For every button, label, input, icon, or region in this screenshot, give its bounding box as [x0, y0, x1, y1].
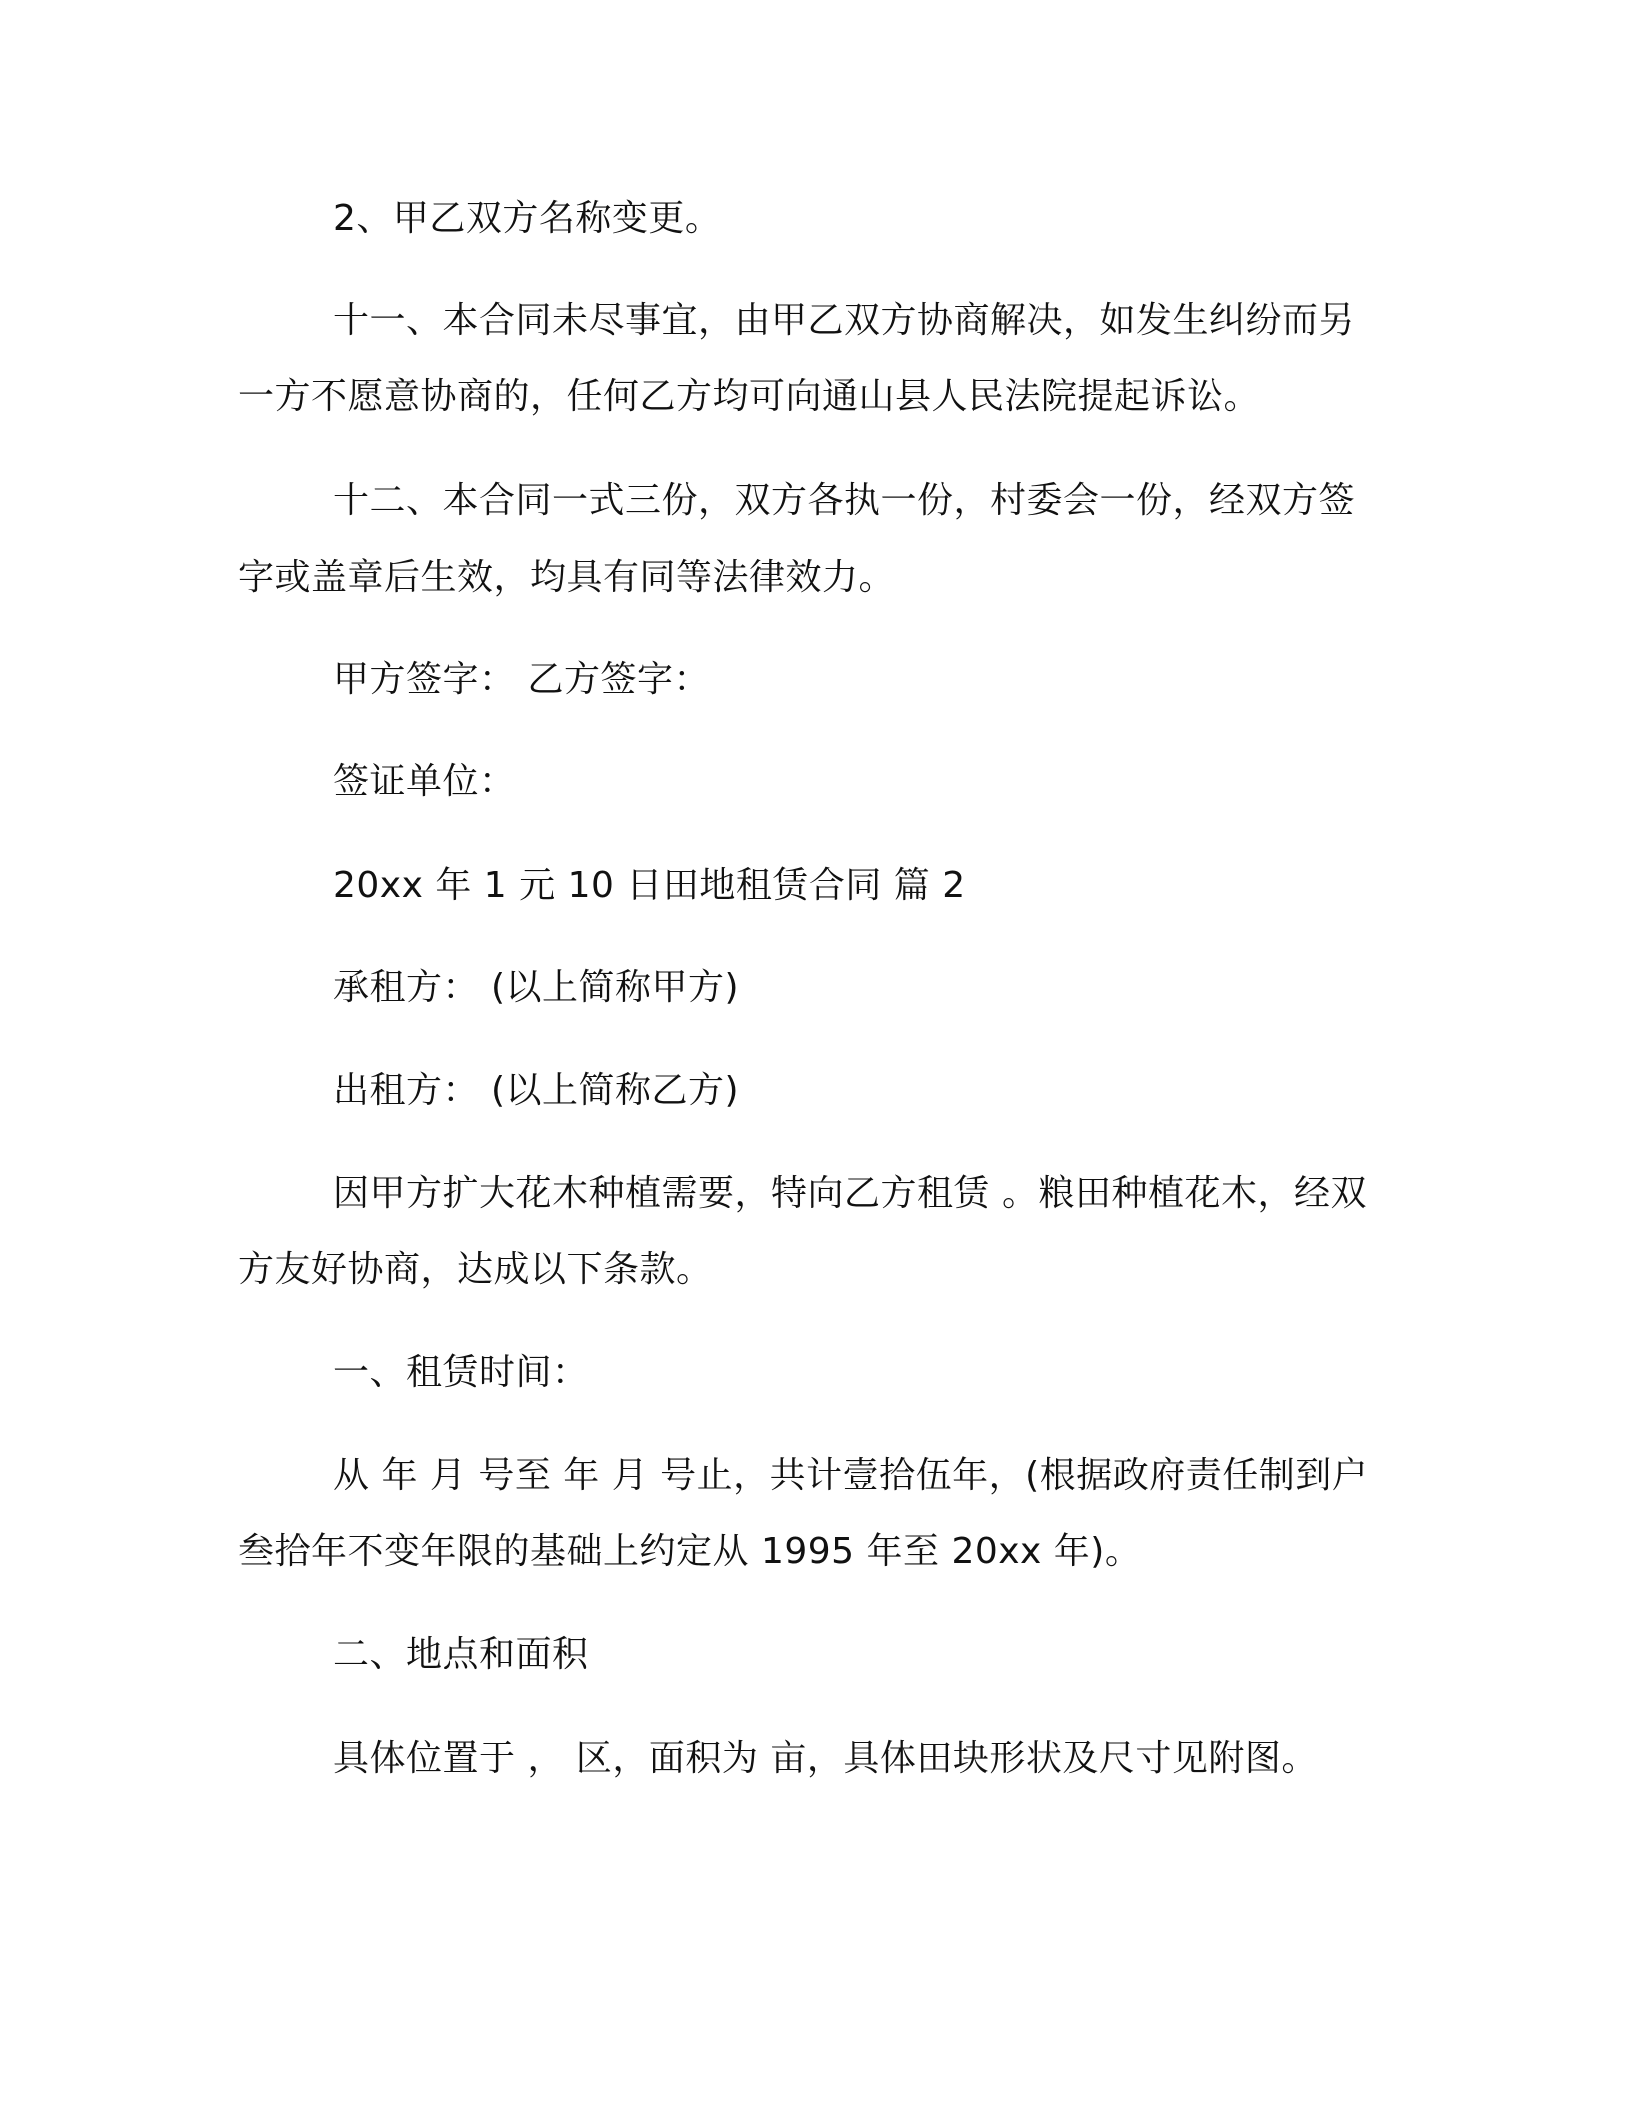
lease-term-line-1: 从 年 月 号至 年 月 号止，共计壹拾伍年，(根据政府责任制到户 — [333, 1455, 1369, 1496]
preamble-line-2: 方友好协商，达成以下条款。 — [238, 1249, 713, 1290]
signature-line: 甲方签字： 乙方签字： — [333, 659, 710, 700]
clause-eleven-line-1: 十一、本合同未尽事宜，由甲乙双方协商解决，如发生纠纷而另 — [333, 300, 1356, 341]
lessor-line: 出租方： (以上简称乙方) — [333, 1070, 740, 1111]
preamble-line-1: 因甲方扩大花木种植需要，特向乙方租赁 。粮田种植花木，经双 — [333, 1173, 1367, 1214]
lease-term-line-2: 叁拾年不变年限的基础上约定从 1995 年至 20xx 年)。 — [238, 1531, 1142, 1572]
clause-twelve-line-1: 十二、本合同一式三份，双方各执一份，村委会一份，经双方签 — [333, 480, 1356, 521]
section-one-heading: 一、租赁时间： — [333, 1352, 589, 1393]
lessee-line: 承租方： (以上简称甲方) — [333, 967, 740, 1008]
section-two-heading: 二、地点和面积 — [333, 1634, 589, 1675]
clause-twelve-line-2: 字或盖章后生效，均具有同等法律效力。 — [238, 557, 896, 598]
contract-title: 20xx 年 1 元 10 日田地租赁合同 篇 2 — [333, 865, 966, 906]
clause-item-2: 2、甲乙双方名称变更。 — [333, 198, 722, 239]
visa-unit-line: 签证单位： — [333, 761, 516, 802]
clause-eleven-line-2: 一方不愿意协商的，任何乙方均可向通山县人民法院提起诉讼。 — [238, 376, 1261, 417]
location-area-line: 具体位置于 ， 区，面积为 亩，具体田块形状及尺寸见附图。 — [333, 1738, 1318, 1779]
